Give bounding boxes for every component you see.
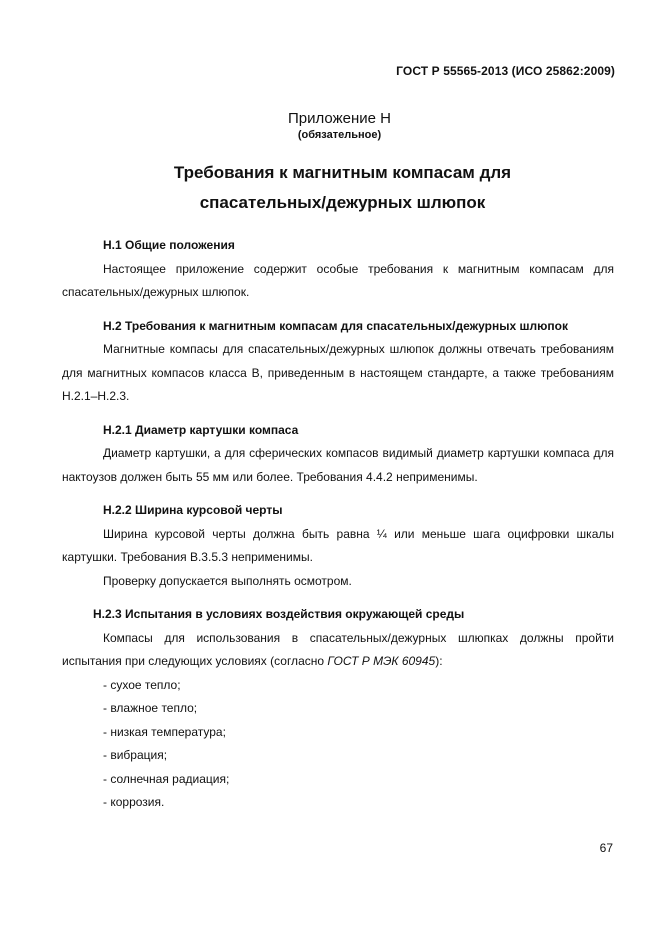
section-heading-h2: Н.2 Требования к магнитным компасам для спасательных/дежурных шлюпок (103, 318, 568, 333)
list-item: - влажное тепло; (103, 701, 198, 715)
list-item: - вибрация; (103, 748, 168, 762)
standard-designation: ГОСТ Р 55565-2013 (ИСО 25862:2009) (396, 64, 615, 78)
paragraph-h1: Настоящее приложение содержит особые требования к магнитным компасам для спасательных/дежурных шлюпок. (62, 261, 614, 299)
section-heading-h1: Н.1 Общие положения (103, 238, 235, 252)
section-heading-h2-3: Н.2.3 Испытания в условиях воздействия окружающей среды (93, 607, 465, 621)
appendix-status: (обязательное) (297, 129, 382, 141)
section-heading-h2-2: Н.2.2 Ширина курсовой черты (103, 503, 283, 517)
document-body (62, 234, 614, 815)
list-item: - сухое тепло; (103, 677, 181, 692)
paragraph-h2-1: Диаметр картушки, а для сферических компасов видимый диаметр картушки компаса для нактоузов должен быть 55 мм или более. Требования 4.4.2 неприменимы. (62, 446, 614, 484)
list-item: - солнечная радиация; (103, 771, 230, 786)
paragraph-h2-2: Ширина курсовой черты должна быть равна ¼ или меньше шага оцифровки шкалы картушки. Требования В.3.5.3 неприменимы. (62, 526, 614, 564)
paragraph-h2-3-text: Компасы для использования в спасательных/дежурных шлюпках должны пройти испытания при следующих условиях (согласно (62, 630, 614, 668)
document-title-line-2: спасательных/дежурных шлюпок (199, 193, 486, 212)
paragraph-h2: Магнитные компасы для спасательных/дежурных шлюпок должны отвечать требованиям для магнитных компасов класса В, приведенным в настоящем стандарте, а также требованиям Н.2.1–Н.2.3. (62, 342, 614, 403)
page-number: 67 (599, 841, 613, 855)
standard-reference: ГОСТ Р МЭК 60945 (327, 654, 436, 668)
list-item: - низкая температура; (103, 724, 226, 739)
document-title-line-1: Требования к магнитным компасам для (173, 163, 512, 182)
appendix-title: Приложение Н (288, 110, 391, 127)
paragraph-h2-3-tail: ): (435, 654, 443, 668)
section-heading-h2-1: Н.2.1 Диаметр картушки компаса (103, 422, 299, 437)
list-item: - коррозия. (103, 795, 165, 809)
paragraph-h2-2-check: Проверку допускается выполнять осмотром. (103, 573, 352, 588)
paragraph-h2-3 (62, 627, 614, 674)
document-title (0, 158, 661, 218)
